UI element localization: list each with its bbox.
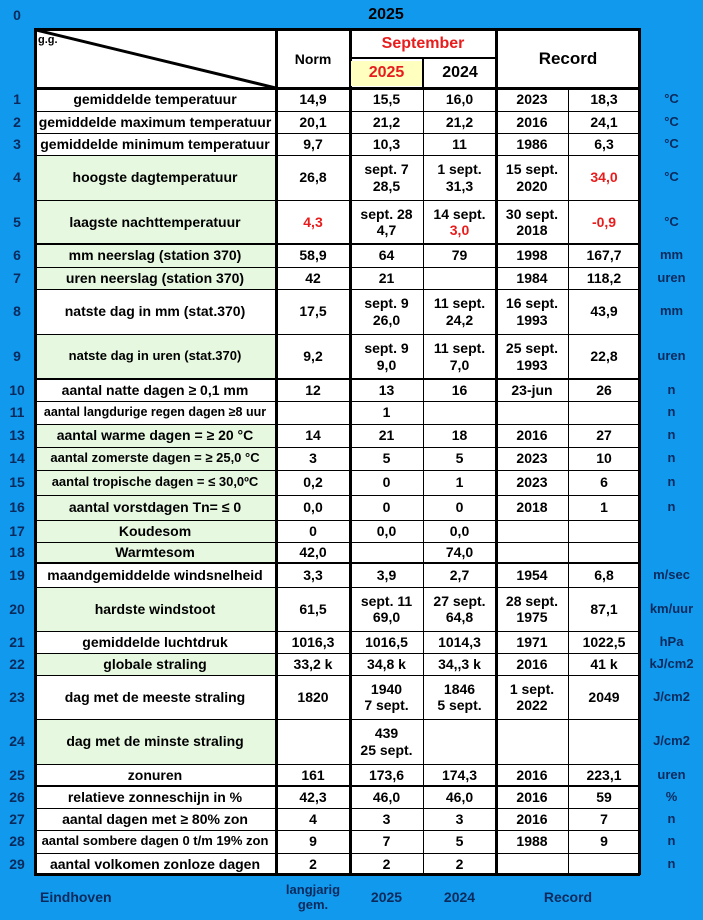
rec-year-cell: 2016 — [516, 766, 548, 783]
y2025-cell: 34,8 k — [367, 655, 406, 672]
norm-cell: 12 — [305, 381, 321, 398]
y2025-line1: sept. 7 — [364, 161, 409, 178]
y2025-cell — [350, 675, 423, 719]
unit-cell: kJ/cm2 — [649, 655, 694, 671]
norm-cell — [276, 719, 350, 764]
row-label: aantal zomerste dagen = ≥ 25,0 °C — [50, 450, 260, 466]
y2025-line1: sept. 28 — [360, 205, 413, 222]
rec-year-line1: 30 sept. — [505, 205, 559, 222]
y2025-line2: 69,0 — [372, 609, 401, 625]
rec-year-line2: 1975 — [516, 609, 548, 625]
unit-cell: uren — [657, 348, 686, 364]
unit-cell: n — [667, 810, 676, 826]
row-label: aantal tropische dagen = ≤ 30,0ºC — [51, 474, 259, 490]
row-label: gemiddelde minimum temperatuur — [40, 135, 270, 152]
num-cell: 24 — [9, 733, 25, 750]
norm-cell: 20,1 — [299, 113, 327, 130]
rec-val-cell: 18,3 — [590, 91, 618, 108]
rec-val-cell: 6 — [600, 474, 608, 491]
y2025-cell — [350, 334, 423, 379]
rec-year-cell — [496, 542, 568, 563]
num-cell: 6 — [13, 247, 21, 264]
y2024-cell: 18 — [451, 427, 468, 444]
rec-val-cell: 6,3 — [594, 135, 614, 152]
y2025-cell: 64 — [378, 247, 395, 264]
y2024-cell: 2 — [455, 855, 464, 872]
norm-cell: 33,2 k — [293, 655, 333, 672]
y2025-line2: 9,0 — [376, 356, 397, 373]
unit-cell: n — [667, 427, 676, 443]
y2024-line2: 5 sept. — [437, 697, 482, 713]
row-label: gemiddelde luchtdruk — [82, 633, 228, 650]
y2024-cell — [423, 587, 496, 631]
y2024-cell — [423, 401, 496, 424]
norm-cell: 42,0 — [299, 544, 327, 561]
rec-year-cell: 1984 — [516, 269, 548, 286]
row-label: gemiddelde temperatuur — [73, 91, 237, 108]
y2024-cell — [423, 200, 496, 244]
y2025-line2: 4,7 — [376, 222, 397, 238]
y2024-line1: 14 sept. — [433, 205, 486, 222]
rec-year-cell — [496, 155, 568, 200]
y2025-line2: 28,5 — [372, 177, 401, 194]
y2025-cell: 13 — [378, 381, 395, 398]
unit-cell: J/cm2 — [653, 688, 690, 704]
norm-cell: 42,3 — [299, 788, 327, 805]
row-label: hoogste dagtemperatuur — [72, 169, 238, 186]
unit-cell: n — [667, 450, 676, 466]
y2025-cell: 5 — [382, 450, 391, 467]
num-cell: 18 — [9, 544, 25, 561]
rec-val-cell: 26 — [596, 381, 612, 398]
y2024-line1: 1846 — [443, 680, 476, 697]
row-label: dag met de minste straling — [66, 733, 244, 750]
unit-cell: mm — [659, 247, 684, 263]
norm-cell: 3 — [309, 450, 317, 467]
y2025-cell: 1 — [382, 404, 391, 421]
rec-year-line1: 25 sept. — [505, 340, 559, 357]
record-header: Record — [538, 49, 598, 69]
rec-val-cell: 7 — [600, 810, 608, 827]
row-label: aantal warme dagen = ≥ 20 °C — [56, 427, 254, 444]
num-cell: 29 — [9, 855, 25, 872]
num-cell: 14 — [9, 450, 25, 467]
row-label: Warmtesom — [115, 544, 195, 561]
rec-year-cell — [496, 719, 568, 764]
y2025-cell — [350, 155, 423, 200]
unit-cell: n — [667, 833, 676, 849]
rec-year-line2: 2018 — [516, 222, 548, 238]
num-cell: 15 — [9, 474, 25, 491]
y2024-cell: 1 — [455, 474, 464, 491]
corner-label: 0 — [13, 6, 21, 23]
num-cell: 2 — [13, 113, 21, 130]
num-cell: 27 — [9, 810, 25, 827]
y2025-line1: 439 — [374, 725, 399, 742]
unit-cell: hPa — [659, 633, 684, 649]
y2025-line2: 25 sept. — [360, 741, 413, 758]
y2025-cell: 3 — [382, 810, 391, 827]
unit-cell: km/uur — [649, 600, 694, 616]
unit-cell: °C — [664, 135, 679, 151]
y2024-line1: 11 sept. — [433, 340, 486, 357]
rec-val-cell: 34,0 — [590, 169, 618, 186]
unit-cell: mm — [659, 303, 684, 319]
unit-cell: uren — [657, 269, 686, 285]
y2024-line2: 24,2 — [445, 311, 474, 328]
unit-cell: J/cm2 — [653, 733, 690, 749]
num-cell: 9 — [13, 348, 21, 365]
y2024-cell — [423, 155, 496, 200]
rec-year-cell — [496, 401, 568, 424]
rec-val-cell: 9 — [600, 833, 608, 850]
rec-year-line1: 1 sept. — [509, 680, 555, 697]
num-cell: 17 — [9, 522, 25, 539]
norm-cell: 1820 — [297, 688, 329, 705]
y2025-cell: 173,6 — [368, 766, 405, 783]
y2025-line2: 7 sept. — [364, 697, 409, 713]
unit-cell: n — [667, 474, 676, 490]
norm-cell: 14,9 — [299, 91, 327, 108]
footer-station: Eindhoven — [40, 889, 112, 906]
y2024-line2: 7,0 — [449, 356, 470, 373]
num-cell: 8 — [13, 303, 21, 320]
row-label: aantal sombere dagen 0 t/m 19% zon — [41, 833, 269, 849]
rec-year-cell: 1971 — [516, 633, 548, 650]
num-cell: 1 — [13, 91, 21, 108]
norm-cell: 4,3 — [303, 213, 323, 230]
rec-year-cell: 2016 — [516, 427, 548, 444]
column-2025-header: 2025 — [351, 61, 422, 86]
norm-cell: 26,8 — [299, 169, 327, 186]
rec-val-cell: -0,9 — [591, 213, 617, 230]
month-header: September — [381, 34, 465, 52]
row-label: uren neerslag (station 370) — [65, 269, 245, 286]
num-cell: 19 — [9, 566, 25, 583]
unit-cell: % — [665, 788, 678, 804]
rec-year-line2: 1993 — [516, 356, 548, 373]
num-cell: 16 — [9, 499, 25, 516]
rec-val-cell: 2049 — [588, 688, 620, 705]
unit-cell: n — [667, 381, 676, 397]
y2025-cell: 1016,5 — [365, 633, 408, 650]
norm-cell: 9 — [309, 833, 317, 850]
rec-year-cell: 1954 — [516, 566, 548, 583]
unit-cell: °C — [664, 113, 679, 129]
y2024-cell: 0,0 — [449, 522, 470, 539]
y2025-line1: sept. 11 — [360, 592, 413, 609]
rec-val-cell: 10 — [596, 450, 612, 467]
y2024-cell: 5 — [455, 450, 464, 467]
rec-val-cell: 59 — [596, 788, 612, 805]
unit-cell: n — [667, 499, 676, 515]
y2024-cell — [423, 719, 496, 764]
y2025-cell: 2 — [382, 855, 391, 872]
y2024-line2: 3,0 — [449, 222, 470, 238]
y2025-cell: 0,0 — [376, 522, 397, 539]
rec-year-cell — [496, 200, 568, 244]
footer-norm-line2: gem. — [297, 896, 329, 912]
y2025-cell: 21 — [378, 427, 395, 444]
rec-year-cell — [496, 587, 568, 631]
num-cell: 22 — [9, 655, 25, 672]
y2025-line1: 1940 — [370, 680, 403, 697]
y2024-cell: 174,3 — [441, 766, 478, 783]
row-label: dag met de meeste straling — [64, 688, 246, 705]
y2025-cell: 46,0 — [372, 788, 401, 805]
num-cell: 10 — [9, 381, 25, 398]
norm-cell: 42 — [305, 269, 321, 286]
rec-year-cell: 2018 — [516, 499, 548, 516]
rec-val-cell: 43,9 — [590, 303, 618, 320]
row-label: gemiddelde maximum temperatuur — [38, 113, 272, 130]
y2025-line1: sept. 9 — [364, 340, 409, 357]
y2025-cell: 21,2 — [372, 113, 401, 130]
row-label: aantal volkomen zonloze dagen — [49, 855, 261, 872]
y2024-cell: 5 — [455, 833, 464, 850]
rec-year-line1: 16 sept. — [505, 295, 559, 312]
num-cell: 11 — [9, 404, 25, 421]
rec-val-cell: 6,8 — [594, 566, 614, 583]
footer-2025: 2025 — [370, 889, 403, 906]
norm-cell: 17,5 — [299, 303, 327, 320]
unit-cell: °C — [664, 213, 679, 229]
rec-val-cell — [568, 520, 640, 542]
y2024-cell: 16 — [451, 381, 468, 398]
rec-val-cell: 41 k — [590, 655, 618, 672]
y2025-cell — [350, 289, 423, 334]
y2024-line2: 64,8 — [445, 609, 474, 625]
y2025-cell — [350, 719, 423, 764]
rec-year-cell — [496, 334, 568, 379]
y2025-cell: 15,5 — [372, 91, 401, 108]
rec-val-cell: 22,8 — [590, 348, 618, 365]
y2024-cell — [423, 267, 496, 289]
norm-header: Norm — [294, 50, 332, 67]
row-label: mm neerslag (station 370) — [68, 247, 242, 264]
row-label: natste dag in mm (stat.370) — [64, 303, 246, 320]
rec-year-cell: 2016 — [516, 113, 548, 130]
row-label: zonuren — [127, 766, 183, 783]
footer-2024: 2024 — [443, 889, 476, 906]
y2024-cell — [423, 334, 496, 379]
norm-cell: 58,9 — [299, 247, 327, 264]
unit-cell — [640, 520, 703, 542]
norm-cell: 0,2 — [303, 474, 323, 491]
norm-cell: 2 — [309, 855, 317, 872]
y2024-cell: 3 — [455, 810, 464, 827]
footer-record: Record — [543, 889, 593, 906]
unit-cell: °C — [664, 169, 679, 185]
num-cell: 21 — [9, 633, 25, 650]
norm-cell: 9,2 — [303, 348, 323, 365]
rec-val-cell: 167,7 — [586, 247, 622, 264]
norm-cell: 161 — [301, 766, 325, 783]
rec-year-cell — [496, 675, 568, 719]
num-cell: 3 — [13, 135, 21, 152]
rec-year-cell: 2023 — [516, 91, 548, 108]
rec-year-cell: 2016 — [516, 788, 548, 805]
y2025-cell — [350, 587, 423, 631]
rec-year-cell: 1988 — [516, 833, 548, 850]
norm-cell: 0 — [309, 522, 317, 539]
num-cell: 13 — [9, 427, 25, 444]
y2024-cell: 34,,3 k — [438, 655, 481, 672]
y2024-cell — [423, 675, 496, 719]
y2025-line2: 26,0 — [372, 311, 401, 328]
y2024-cell: 79 — [451, 247, 468, 264]
y2024-cell — [423, 289, 496, 334]
y2024-line1: 27 sept. — [433, 592, 486, 609]
y2025-cell — [350, 200, 423, 244]
num-cell: 5 — [13, 213, 21, 230]
y2024-cell: 46,0 — [445, 788, 474, 805]
rec-year-cell: 2016 — [516, 655, 548, 672]
rec-val-cell: 24,1 — [590, 113, 618, 130]
row-label: aantal dagen met ≥ 80% zon — [62, 810, 248, 827]
y2024-cell: 11 — [452, 135, 467, 152]
row-label: laagste nachttemperatuur — [69, 213, 241, 230]
y2025-cell: 21 — [378, 269, 395, 286]
y2025-cell: 0 — [382, 499, 391, 516]
rec-val-cell — [568, 401, 640, 424]
unit-cell — [640, 542, 703, 563]
rec-year-cell: 2023 — [516, 450, 548, 467]
column-2024-header: 2024 — [442, 64, 478, 82]
norm-cell: 61,5 — [299, 600, 327, 617]
diagonal-label: g.g. — [38, 33, 58, 46]
norm-cell: 1016,3 — [291, 633, 335, 650]
y2024-line2: 31,3 — [445, 177, 474, 194]
rec-val-cell: 1 — [600, 499, 608, 516]
rec-year-cell — [496, 520, 568, 542]
rec-year-line2: 1993 — [516, 311, 548, 328]
rec-val-cell: 87,1 — [590, 600, 618, 617]
rec-year-line2: 2022 — [516, 697, 548, 713]
y2024-line1: 1 sept. — [437, 161, 482, 178]
y2024-line1: 11 sept. — [433, 295, 486, 312]
unit-cell: uren — [657, 766, 686, 782]
num-cell: 26 — [9, 788, 25, 805]
row-label: globale straling — [103, 655, 207, 672]
rec-val-cell — [568, 719, 640, 764]
row-label: aantal natte dagen ≥ 0,1 mm — [61, 381, 249, 398]
row-label: hardste windstoot — [94, 600, 216, 617]
unit-cell: °C — [664, 91, 679, 107]
rec-val-cell: 1022,5 — [582, 633, 626, 650]
rec-val-cell: 27 — [596, 427, 612, 444]
rec-val-cell: 223,1 — [586, 766, 622, 783]
y2024-cell: 1014,3 — [438, 633, 481, 650]
y2025-cell: 7 — [382, 833, 391, 850]
rec-year-line1: 28 sept. — [505, 592, 559, 609]
norm-cell — [276, 401, 350, 424]
y2025-cell: 10,3 — [372, 135, 401, 152]
y2024-cell: 2,7 — [449, 566, 470, 583]
footer-norm-line1: langjarig — [285, 881, 341, 897]
norm-cell: 4 — [309, 810, 317, 827]
norm-cell: 9,7 — [303, 135, 323, 152]
y2025-cell: 3,9 — [376, 566, 397, 583]
rec-year-cell — [496, 289, 568, 334]
rec-year-cell: 1986 — [516, 135, 548, 152]
page-title-year: 2025 — [368, 5, 404, 23]
row-label: Koudesom — [118, 522, 192, 539]
y2025-cell: 0 — [382, 474, 391, 491]
y2025-cell — [350, 542, 423, 563]
num-cell: 20 — [9, 600, 25, 617]
num-cell: 28 — [9, 833, 25, 850]
num-cell: 4 — [13, 169, 21, 186]
unit-cell: n — [667, 855, 676, 871]
row-label: maandgemiddelde windsnelheid — [47, 566, 263, 583]
rec-year-cell: 23-jun — [511, 381, 553, 398]
footer-norm — [276, 875, 350, 920]
row-label: natste dag in uren (stat.370) — [68, 348, 242, 364]
rec-year-line2: 2020 — [516, 177, 548, 194]
row-label: aantal langdurige regen dagen ≥8 uur — [43, 405, 267, 420]
y2024-cell: 74,0 — [445, 544, 474, 561]
rec-val-cell — [568, 542, 640, 563]
y2024-cell: 21,2 — [445, 113, 474, 130]
rec-year-line1: 15 sept. — [505, 161, 559, 178]
y2024-cell: 0 — [455, 499, 464, 516]
rec-val-cell — [568, 853, 640, 875]
row-label: aantal vorstdagen Tn= ≤ 0 — [68, 499, 242, 516]
norm-cell: 3,3 — [303, 566, 323, 583]
rec-year-cell — [496, 853, 568, 875]
y2024-cell: 16,0 — [445, 91, 474, 108]
rec-year-cell: 2023 — [516, 474, 548, 491]
norm-cell: 0,0 — [303, 499, 323, 516]
row-label: relatieve zonneschijn in % — [67, 788, 243, 805]
rec-year-cell: 1998 — [516, 247, 548, 264]
norm-cell: 14 — [305, 427, 321, 444]
num-cell: 7 — [13, 269, 21, 286]
unit-cell: n — [667, 404, 676, 420]
num-cell: 23 — [9, 688, 25, 705]
unit-cell: m/sec — [653, 566, 690, 582]
header-year-divider — [422, 58, 424, 88]
num-cell: 25 — [9, 766, 25, 783]
rec-year-cell: 2016 — [516, 810, 548, 827]
y2025-line1: sept. 9 — [364, 295, 409, 312]
rec-val-cell: 118,2 — [586, 269, 622, 286]
